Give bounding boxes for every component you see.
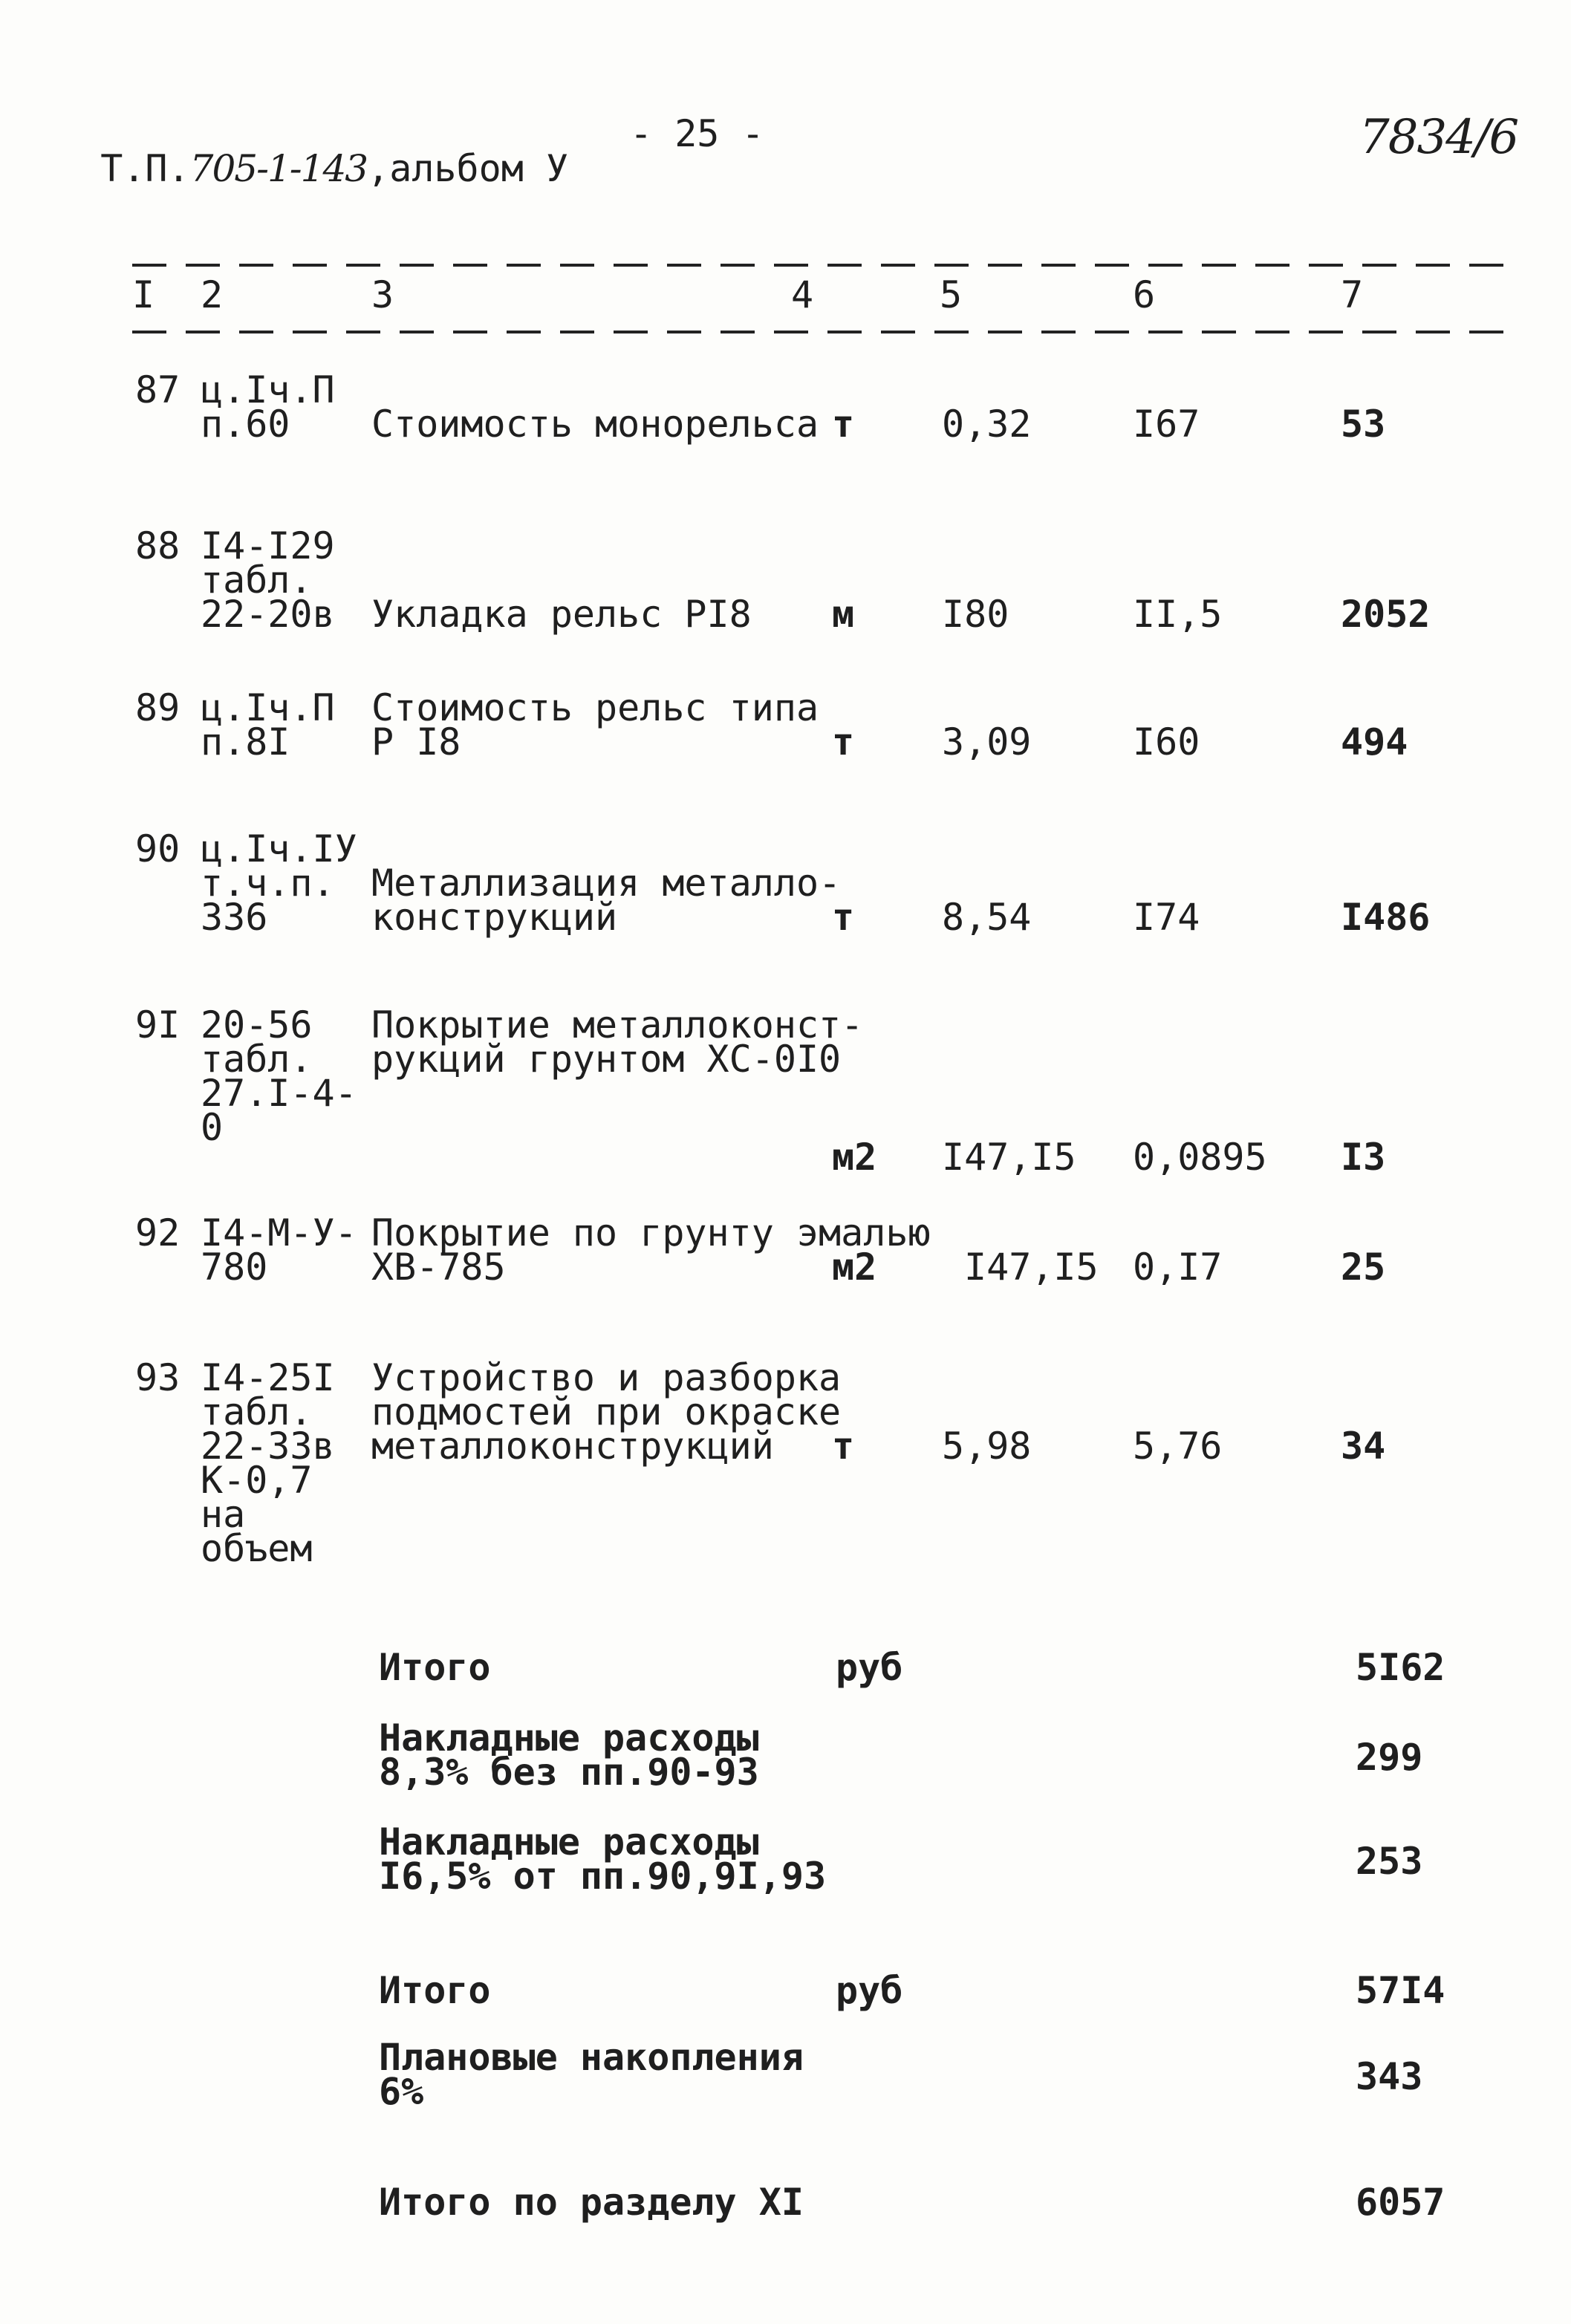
summary-total: 6057 (1356, 2181, 1445, 2224)
unit-of-measure: м (832, 593, 855, 636)
norm-reference: т.ч.п. (201, 862, 335, 905)
norm-reference: 780 (201, 1246, 268, 1289)
unit-of-measure: т (832, 896, 855, 939)
work-description: Покрытие по грунту эмалью (371, 1211, 931, 1254)
row-number: 87 (135, 368, 180, 411)
norm-reference: объем (201, 1527, 313, 1570)
summary-label: Итого (379, 1646, 491, 1689)
quantity: 8,54 (942, 896, 1032, 939)
norm-reference: табл. (201, 1038, 313, 1081)
row-total: I486 (1341, 896, 1431, 939)
work-description: Укладка рельс РI8 (371, 593, 752, 636)
unit-of-measure: т (832, 1425, 855, 1468)
summary-label: Плановые накопления (379, 2036, 804, 2079)
unit-price: 5,76 (1133, 1425, 1223, 1468)
table-header-rule (132, 331, 1514, 333)
quantity: 3,09 (942, 720, 1032, 764)
column-header-5: 5 (940, 273, 963, 316)
doc-number-handwritten: 705-1-143 (189, 147, 368, 190)
unit-price: I67 (1133, 403, 1200, 446)
summary-label: 8,3% без пп.90-93 (379, 1751, 759, 1794)
summary-label: I6,5% от пп.90,9I,93 (379, 1855, 827, 1898)
norm-reference: на (201, 1493, 246, 1536)
column-header-7: 7 (1341, 273, 1364, 316)
unit-of-measure: т (832, 720, 855, 764)
page-number: - 25 - (630, 112, 764, 155)
work-description: подмостей при окраске (371, 1390, 842, 1433)
norm-reference: ц.Iч.IУ (201, 827, 357, 870)
work-description: Стоимость монорельса (371, 403, 819, 446)
album-label: ,альбом У (367, 147, 569, 190)
work-description: Устройство и разборка (371, 1356, 842, 1399)
row-number: 88 (135, 524, 180, 567)
summary-unit: руб (836, 1969, 903, 2012)
column-header-3: 3 (371, 273, 394, 316)
summary-unit: руб (836, 1646, 903, 1689)
norm-reference: ц.Iч.П (201, 368, 335, 411)
unit-of-measure: м2 (832, 1246, 877, 1289)
row-total: 25 (1341, 1246, 1386, 1289)
quantity: I47,I5 (964, 1246, 1099, 1289)
norm-reference: 22-20в (201, 593, 335, 636)
work-description: Металлизация металло- (371, 862, 842, 905)
norm-reference: табл. (201, 559, 313, 602)
doc-prefix: Т.П. (100, 147, 190, 190)
column-header-4: 4 (791, 273, 814, 316)
unit-of-measure: т (832, 403, 855, 446)
unit-price: I74 (1133, 896, 1200, 939)
row-total: 2052 (1341, 593, 1431, 636)
quantity: I80 (942, 593, 1009, 636)
row-total: 53 (1341, 403, 1386, 446)
norm-reference: I4-I29 (201, 524, 335, 567)
norm-reference: К-0,7 (201, 1459, 313, 1502)
column-header-2: 2 (201, 273, 224, 316)
summary-label: Итого (379, 1969, 491, 2012)
row-number: 93 (135, 1356, 180, 1399)
norm-reference: 20-56 (201, 1003, 313, 1047)
norm-reference: I4-25I (201, 1356, 335, 1399)
summary-total: 5I62 (1356, 1646, 1445, 1689)
unit-of-measure: м2 (832, 1136, 877, 1179)
work-description: Р I8 (371, 720, 461, 764)
norm-reference: ц.Iч.П (201, 686, 335, 729)
work-description: ХВ-785 (371, 1246, 506, 1289)
column-header-1: I (132, 273, 155, 316)
work-description: Покрытие металлоконст- (371, 1003, 864, 1047)
table-top-rule (132, 264, 1514, 267)
unit-price: II,5 (1133, 593, 1223, 636)
summary-label: Накладные расходы (379, 1820, 759, 1864)
row-total: 34 (1341, 1425, 1386, 1468)
row-total: I3 (1341, 1136, 1386, 1179)
unit-price: 0,0895 (1133, 1136, 1267, 1179)
work-description: рукций грунтом ХС-0I0 (371, 1038, 842, 1081)
quantity: I47,I5 (942, 1136, 1076, 1179)
row-number: 90 (135, 827, 180, 870)
norm-reference: п.8I (201, 720, 290, 764)
norm-reference: п.60 (201, 403, 290, 446)
work-description: конструкций (371, 896, 618, 939)
unit-price: 0,I7 (1133, 1246, 1223, 1289)
column-header-6: 6 (1133, 273, 1156, 316)
norm-reference: 0 (201, 1106, 224, 1149)
summary-total: 253 (1356, 1840, 1423, 1883)
norm-reference: 336 (201, 896, 268, 939)
norm-reference: табл. (201, 1390, 313, 1433)
work-description: Стоимость рельс типа (371, 686, 819, 729)
summary-total: 57I4 (1356, 1969, 1445, 2012)
summary-total: 299 (1356, 1736, 1423, 1779)
row-number: 89 (135, 686, 180, 729)
document-designation (56, 113, 569, 190)
quantity: 5,98 (942, 1425, 1032, 1468)
summary-total: 343 (1356, 2055, 1423, 2098)
work-description: металлоконструкций (371, 1425, 774, 1468)
document-code-handwritten: 7834/6 (1359, 110, 1518, 165)
norm-reference: 22-33в (201, 1425, 335, 1468)
row-total: 494 (1341, 720, 1408, 764)
quantity: 0,32 (942, 403, 1032, 446)
summary-label: Итого по разделу XI (379, 2181, 804, 2224)
row-number: 92 (135, 1211, 180, 1254)
summary-label: Накладные расходы (379, 1716, 759, 1760)
norm-reference: 27.I-4- (201, 1072, 357, 1115)
row-number: 9I (135, 1003, 180, 1047)
norm-reference: I4-М-У- (201, 1211, 357, 1254)
unit-price: I60 (1133, 720, 1200, 764)
summary-label: 6% (379, 2070, 424, 2113)
